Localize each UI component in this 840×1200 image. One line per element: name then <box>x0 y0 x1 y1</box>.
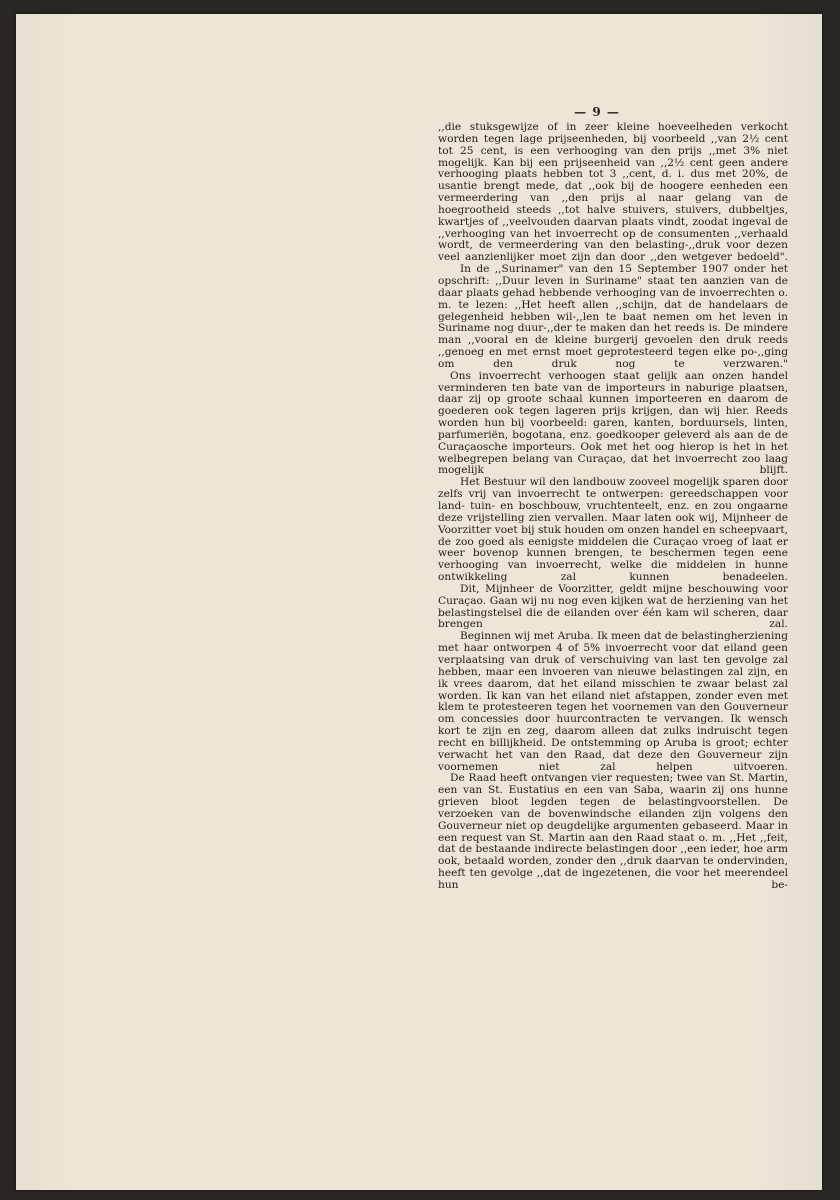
paragraph-2: In de ,,Surinamer" van den 15 September 1907 onder het opschrift: ,,Duur leven in Suriname" staat ten aanzien van de daar plaats gehad hebbende verhooging van de invoerrechten o. m. te lezen: ,,Het heeft allen ,,schijn, dat de handelaars de gelegenheid hebben wil-,,len te baat nemen om het leven in Suriname nog duur-,,der te maken dan het reeds is. De mindere man ,,vooral en de kleine burgerij gevoelen den druk reeds ,,genoeg en met ernst moet geprotesteerd tegen elke po-,,ging om den druk nog te verzwaren." <box>438 263 788 370</box>
paragraph-5: Dit, Mijnheer de Voorzitter, geldt mijne beschouwing voor Curaçao. Gaan wij nu nog even kijken wat de herziening van het belastingstelsel die de eilanden over één kam wil scheren, daar brengen zal. <box>438 582 788 631</box>
paragraph-3: Ons invoerrecht verhoogen staat gelijk aan onzen handel verminderen ten bate van de importeurs in naburige plaatsen, daar zij op groote schaal kunnen importeeren en daarom de goederen ook tegen lageren prijs krijgen, dan wij hier. Reeds worden hun bij voorbeeld: garen, kanten, borduursels, linten, parfumeriën, bogotana, enz. goedkooper geleverd als aan de de Curaçaosche importeurs. Ook met het oog hierop is het in het welbegrepen belang van Curaçao, dat het invoerrecht zoo laag mogelijk blijft. <box>438 369 788 477</box>
page-number: — 9 — <box>574 105 620 119</box>
paragraph-4: Het Bestuur wil den landbouw zooveel mogelijk sparen door zelfs vrij van invoerrecht te ontwerpen: gereedschappen voor land- tuin- en boschbouw, vruchtenteelt, enz. en zou ongaarne deze vrijstelling zien vervallen. Maar laten ook wij, Mijnheer de Voorzitter voet bij stuk houden om onzen handel en scheepvaart, de zoo goed als eenigste middelen die Curaçao vroeg of laat er weer bovenop kunnen brengen, te beschermen tegen eene verhooging van invoerrecht, welke die middelen in hunne ontwikkeling zal kunnen benadeelen. <box>438 476 788 584</box>
body-text-column <box>438 122 788 892</box>
paragraph-1: ,,die stuksgewijze of in zeer kleine hoeveelheden verkocht worden tegen lage prijseenheden, bij voorbeeld ,,van 2½ cent tot 25 cent, is een verhooging van den prijs ,,met 3% niet mogelijk. Kan bij een prijseenheid van ,,2½ cent geen andere verhooging plaats hebben tot 3 ,,cent, d. i. dus met 20%, de usantie brengt mede, dat ,,ook bij de hoogere eenheden een vermeerdering van ,,den prijs al naar gelang van de hoegrootheid steeds ,,tot halve stuivers, stuivers, dubbeltjes, kwartjes of ,,veelvouden daarvan plaats vindt, zoodat ingeval de ,,verhooging van het invoerrecht op de consumenten ,,verhaald wordt, de vermeerdering van den belasting-,,druk voor dezen veel aanzienlijker moet zijn dan door ,,den wetgever bedoeld". <box>438 121 788 264</box>
document-page <box>16 14 822 1190</box>
paragraph-6: Beginnen wij met Aruba. Ik meen dat de belastingherziening met haar ontworpen 4 of 5% invoerrecht voor dat eiland geen verplaatsing van druk of verschuiving van last ten gevolge zal hebben, maar een invoeren van nieuwe belastingen zal zijn, en ik vrees daarom, dat het eiland misschien te zwaar belast zal worden. Ik kan van het eiland niet afstappen, zonder even met klem te protesteeren tegen het voornemen van den Gouverneur om concessies door huurcontracten te vervangen. Ik wensch kort te zijn en zeg, daarom alleen dat zulks indruischt tegen recht en billijkheid. De ontstemming op Aruba is groot; echter verwacht het van den Raad, dat deze den Gouverneur zijn voornemen niet zal helpen uitvoeren. <box>438 630 788 773</box>
paragraph-7: De Raad heeft ontvangen vier requesten; twee van St. Martin, een van St. Eustatius en een van Saba, waarin zij ons hunne grieven bloot legden tegen de belastingvoorstellen. De verzoeken van de bovenwindsche eilanden zijn volgens den Gouverneur niet op deugdelijke argumenten gebaseerd. Maar in een request van St. Martin aan den Raad staat o. m. ,,Het ,,feit, dat de bestaande indirecte belastingen door ,,een ieder, hoe arm ook, betaald worden, zonder den ,,druk daarvan te ondervinden, heeft ten gevolge ,,dat de ingezetenen, die voor het meerendeel hun be- <box>438 772 788 891</box>
